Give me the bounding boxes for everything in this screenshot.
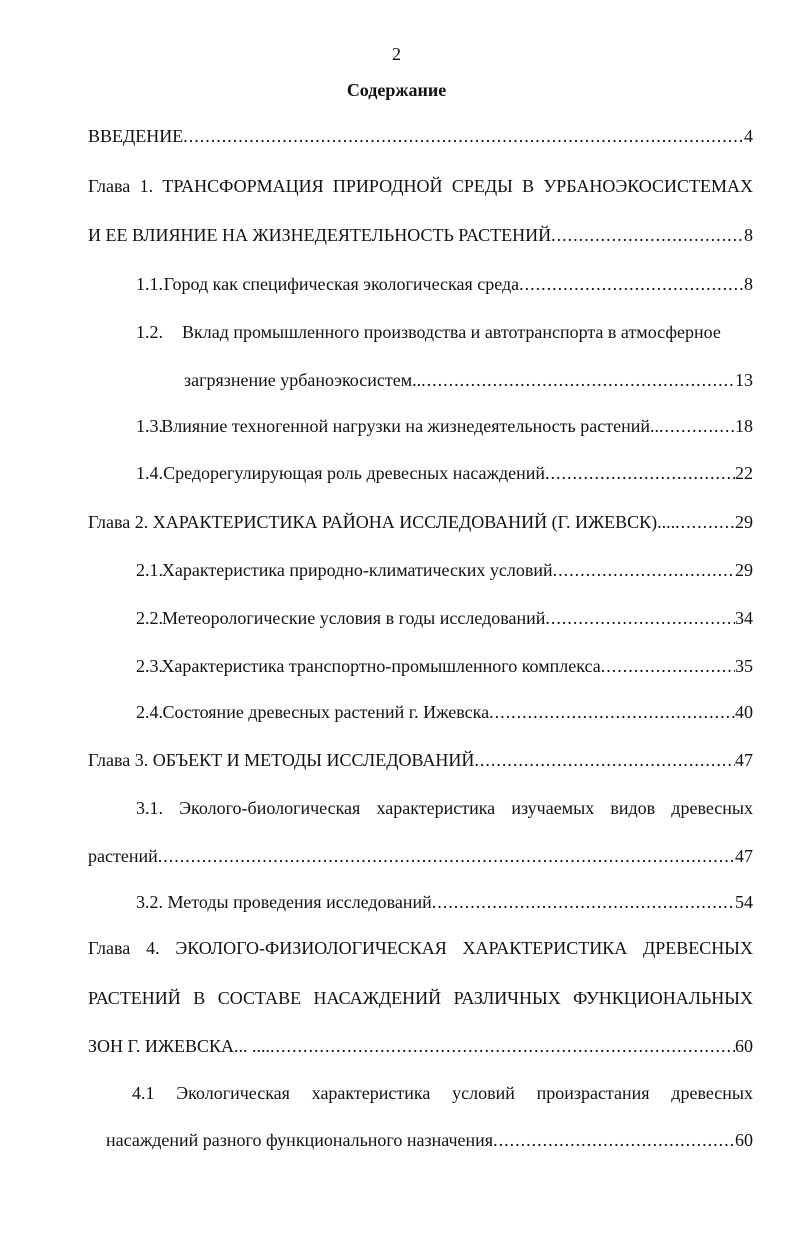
toc-entry-text: насаждений разного функционального назначения <box>106 1130 494 1150</box>
toc-entry-page: 54 <box>735 892 753 912</box>
toc-entry-1-2-line-1[interactable] <box>136 320 753 344</box>
toc-leader-dots <box>551 223 744 247</box>
toc-entry-2-4[interactable] <box>136 700 753 724</box>
toc-leader-dots <box>474 748 735 772</box>
page-title: Содержание <box>346 80 447 100</box>
toc-entry-number: 1.4. <box>136 463 163 483</box>
toc-entry-number: 2.1. <box>136 560 163 580</box>
toc-entry-2-1[interactable] <box>136 558 753 582</box>
toc-entry-page: 47 <box>735 846 753 866</box>
toc-entry-page: 4 <box>744 126 753 146</box>
toc-entry-chapter-4-line-2[interactable]: РАСТЕНИЙ В СОСТАВЕ НАСАЖДЕНИЙ РАЗЛИЧНЫХ ФУНКЦИОНАЛЬНЫХ <box>88 988 753 1008</box>
toc-entry-number: 2.3. <box>136 656 163 676</box>
toc-entry-number: 1.2. <box>136 322 163 342</box>
toc-entry-1-3[interactable] <box>136 414 753 438</box>
toc-entry-1-1[interactable] <box>136 272 753 296</box>
toc-leader-dots <box>421 368 735 392</box>
toc-entry-text: загрязнение урбаноэкосистем.. <box>184 370 422 390</box>
toc-leader-dots <box>601 654 735 678</box>
toc-leader-dots <box>432 890 735 914</box>
toc-entry-2-3[interactable] <box>136 654 753 678</box>
toc-entry-4-1-line-2[interactable] <box>106 1128 753 1152</box>
page-number: 2 <box>392 44 401 64</box>
toc-entry-3-2[interactable] <box>136 890 753 914</box>
toc-entry-introduction[interactable] <box>88 124 753 148</box>
toc-leader-dots <box>545 461 735 485</box>
toc-entry-page: 47 <box>735 750 753 770</box>
toc-entry-chapter-4-line-3[interactable] <box>88 1034 753 1058</box>
toc-entry-text: Глава 3. ОБЪЕКТ И МЕТОДЫ ИССЛЕДОВАНИЙ <box>88 750 475 770</box>
toc-entry-3-1-line-2[interactable] <box>88 844 753 868</box>
toc-entry-text: 3.2. Методы проведения исследований <box>136 892 432 912</box>
toc-entry-text: ЗОН Г. ИЖЕВСКА... .... <box>88 1036 271 1056</box>
toc-entry-text: Вклад промышленного производства и автотранспорта в атмосферное <box>182 322 721 342</box>
toc-entry-4-1-line-1[interactable]: 4.1 Экологическая характеристика условий произрастания древесных <box>132 1083 753 1103</box>
toc-entry-number: 2.2. <box>136 608 163 628</box>
toc-leader-dots <box>659 414 735 438</box>
toc-entry-page: 60 <box>735 1036 753 1056</box>
toc-entry-page: 29 <box>735 560 753 580</box>
toc-entry-chapter-4-line-1[interactable]: Глава 4. ЭКОЛОГО-ФИЗИОЛОГИЧЕСКАЯ ХАРАКТЕРИСТИКА ДРЕВЕСНЫХ <box>88 938 753 958</box>
toc-leader-dots <box>553 558 735 582</box>
toc-entry-text: Состояние древесных растений г. Ижевска <box>162 702 490 722</box>
toc-entry-text: Характеристика транспортно-промышленного комплекса <box>161 656 601 676</box>
toc-entry-2-2[interactable] <box>136 606 753 630</box>
toc-leader-dots <box>270 1034 735 1058</box>
toc-leader-dots <box>675 510 735 534</box>
toc-entry-number: 1.3. <box>136 416 163 436</box>
toc-entry-page: 22 <box>735 463 753 483</box>
toc-leader-dots <box>158 844 735 868</box>
toc-entry-text: Средорегулирующая роль древесных насаждений <box>163 463 545 483</box>
toc-entry-text: Влияние техногенной нагрузки на жизнедеятельность растений.. <box>161 416 659 436</box>
toc-entry-text: И ЕЕ ВЛИЯНИЕ НА ЖИЗНЕДЕЯТЕЛЬНОСТЬ РАСТЕНИЙ <box>88 225 552 245</box>
toc-entry-number: 2.4. <box>136 702 163 722</box>
toc-entry-page: 29 <box>735 512 753 532</box>
toc-leader-dots <box>519 272 744 296</box>
toc-entry-1-2-line-2[interactable] <box>184 368 753 392</box>
toc-entry-text: Город как специфическая экологическая среда <box>163 274 520 294</box>
toc-entry-text: растений <box>88 846 158 866</box>
toc-leader-dots <box>489 700 735 724</box>
toc-entry-page: 8 <box>744 274 753 294</box>
toc-entry-text: ВВЕДЕНИЕ <box>88 126 184 146</box>
toc-entry-text: Метеорологические условия в годы исследований <box>161 608 546 628</box>
toc-entry-page: 60 <box>735 1130 753 1150</box>
toc-entry-chapter-1-line-2[interactable] <box>88 223 753 247</box>
toc-entry-page: 8 <box>744 225 753 245</box>
toc-entry-chapter-3[interactable] <box>88 748 753 772</box>
toc-entry-page: 13 <box>735 370 753 390</box>
toc-entry-text: Характеристика природно-климатических условий <box>161 560 553 580</box>
toc-entry-page: 18 <box>735 416 753 436</box>
toc-entry-chapter-2[interactable] <box>88 510 753 534</box>
toc-entry-page: 34 <box>735 608 753 628</box>
toc-entry-1-4[interactable] <box>136 461 753 485</box>
toc-entry-chapter-1-line-1[interactable]: Глава 1. ТРАНСФОРМАЦИЯ ПРИРОДНОЙ СРЕДЫ В УРБАНОЭКОСИСТЕМАХ <box>88 176 753 196</box>
toc-entry-page: 35 <box>735 656 753 676</box>
toc-leader-dots <box>183 124 744 148</box>
toc-entry-3-1-line-1[interactable]: 3.1. Эколого-биологическая характеристика изучаемых видов древесных <box>136 798 753 818</box>
toc-entry-text: Глава 2. ХАРАКТЕРИСТИКА РАЙОНА ИССЛЕДОВАНИЙ (Г. ИЖЕВСК).... <box>88 512 676 532</box>
toc-leader-dots <box>493 1128 735 1152</box>
toc-leader-dots <box>545 606 735 630</box>
toc-entry-number: 1.1. <box>136 274 163 294</box>
toc-entry-page: 40 <box>735 702 753 722</box>
